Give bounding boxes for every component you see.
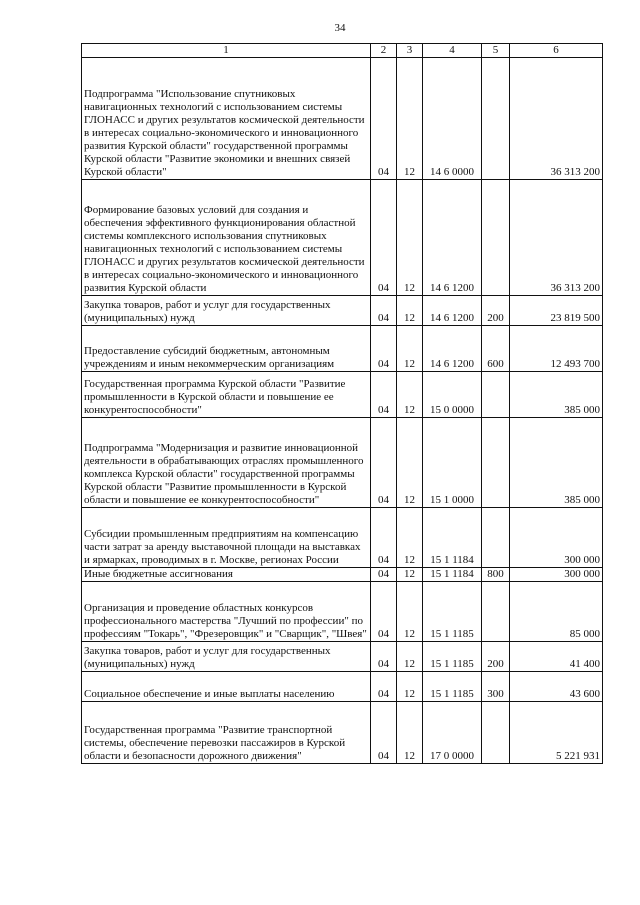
row-sum: 300 000 [510,568,603,582]
row-sum: 5 221 931 [510,702,603,764]
row-sum: 385 000 [510,418,603,508]
row-rz: 04 [371,568,397,582]
row-vr [482,508,510,568]
row-sum: 36 313 200 [510,180,603,296]
row-csr: 17 0 0000 [423,702,482,764]
row-name: Социальное обеспечение и иные выплаты населению [82,672,371,702]
row-pr: 12 [397,642,423,672]
header-row [82,44,603,58]
table-row [82,418,603,508]
row-vr [482,418,510,508]
row-rz: 04 [371,58,397,180]
header-col-pr: 3 [397,44,423,58]
row-pr: 12 [397,702,423,764]
header-col-sum: 6 [510,44,603,58]
row-csr: 15 1 1185 [423,672,482,702]
row-vr: 800 [482,568,510,582]
row-pr: 12 [397,672,423,702]
table-row [82,508,603,568]
row-csr: 15 1 1184 [423,568,482,582]
row-name: Иные бюджетные ассигнования [82,568,371,582]
table-row [82,58,603,180]
row-pr: 12 [397,180,423,296]
row-sum: 85 000 [510,582,603,642]
header-col-csr: 4 [423,44,482,58]
row-rz: 04 [371,418,397,508]
row-csr: 14 6 1200 [423,326,482,372]
budget-table [81,43,603,764]
table-row [82,296,603,326]
table-row [82,180,603,296]
row-rz: 04 [371,372,397,418]
table-row [82,642,603,672]
row-name: Формирование базовых условий для создания и обеспечения эффективного функционирования областной системы комплексного использования спутниковых навигационных технологий с использованием системы ГЛОНАСС и других результатов космической деятельности в интересах социально-экономического и инновационного развития Курской области [82,180,371,296]
table-row [82,672,603,702]
row-name: Закупка товаров, работ и услуг для государственных (муниципальных) нужд [82,296,371,326]
row-vr [482,372,510,418]
row-pr: 12 [397,326,423,372]
table-row [82,582,603,642]
row-pr: 12 [397,296,423,326]
row-csr: 14 6 0000 [423,58,482,180]
page-number: 34 [334,22,346,34]
row-sum: 385 000 [510,372,603,418]
header-col-vr: 5 [482,44,510,58]
row-vr [482,58,510,180]
row-pr: 12 [397,418,423,508]
row-name: Государственная программа "Развитие транспортной системы, обеспечение перевозки пассажиров в Курской области и безопасности дорожного движения" [82,702,371,764]
row-vr: 200 [482,296,510,326]
row-csr: 14 6 1200 [423,180,482,296]
row-pr: 12 [397,582,423,642]
row-name: Подпрограмма "Модернизация и развитие инновационной деятельности в обрабатывающих отраслях промышленного комплекса Курской области" государственной программы Курской области "Развитие промышленности в Курской области и повышение ее конкурентоспособности" [82,418,371,508]
row-rz: 04 [371,642,397,672]
table-row [82,326,603,372]
row-name: Организация и проведение областных конкурсов профессионального мастерства "Лучший по профессии" по профессиям "Токарь", "Фрезеровщик" и "Сварщик", "Швея" [82,582,371,642]
row-vr [482,582,510,642]
row-sum: 300 000 [510,508,603,568]
row-rz: 04 [371,326,397,372]
row-csr: 15 1 1184 [423,508,482,568]
row-sum: 12 493 700 [510,326,603,372]
row-rz: 04 [371,702,397,764]
row-sum: 43 600 [510,672,603,702]
row-rz: 04 [371,180,397,296]
row-vr [482,180,510,296]
row-pr: 12 [397,508,423,568]
table-row [82,372,603,418]
row-sum: 36 313 200 [510,58,603,180]
row-pr: 12 [397,58,423,180]
table-row [82,568,603,582]
row-pr: 12 [397,568,423,582]
header-col-name: 1 [82,44,371,58]
row-csr: 15 1 1185 [423,642,482,672]
row-vr [482,702,510,764]
header-col-rz: 2 [371,44,397,58]
row-csr: 15 1 1185 [423,582,482,642]
row-vr: 600 [482,326,510,372]
row-sum: 23 819 500 [510,296,603,326]
row-csr: 15 1 0000 [423,418,482,508]
row-name: Закупка товаров, работ и услуг для государственных (муниципальных) нужд [82,642,371,672]
row-vr: 300 [482,672,510,702]
row-rz: 04 [371,672,397,702]
row-rz: 04 [371,508,397,568]
row-name: Государственная программа Курской области "Развитие промышленности в Курской области и повышение ее конкурентоспособности" [82,372,371,418]
row-name: Субсидии промышленным предприятиям на компенсацию части затрат за аренду выставочной площади на выставках и ярмарках, проводимых в г. Москве, регионах России [82,508,371,568]
table-row [82,702,603,764]
row-rz: 04 [371,296,397,326]
row-sum: 41 400 [510,642,603,672]
row-csr: 15 0 0000 [423,372,482,418]
row-name: Предоставление субсидий бюджетным, автономным учреждениям и иным некоммерческим организациям [82,326,371,372]
row-pr: 12 [397,372,423,418]
row-csr: 14 6 1200 [423,296,482,326]
row-name: Подпрограмма "Использование спутниковых навигационных технологий с использованием системы ГЛОНАСС и других результатов космической деятельности в интересах социально-экономического и инновационного развития Курской области" государственной программы Курской области "Развитие экономики и внешних связей Курской области" [82,58,371,180]
row-vr: 200 [482,642,510,672]
row-rz: 04 [371,582,397,642]
